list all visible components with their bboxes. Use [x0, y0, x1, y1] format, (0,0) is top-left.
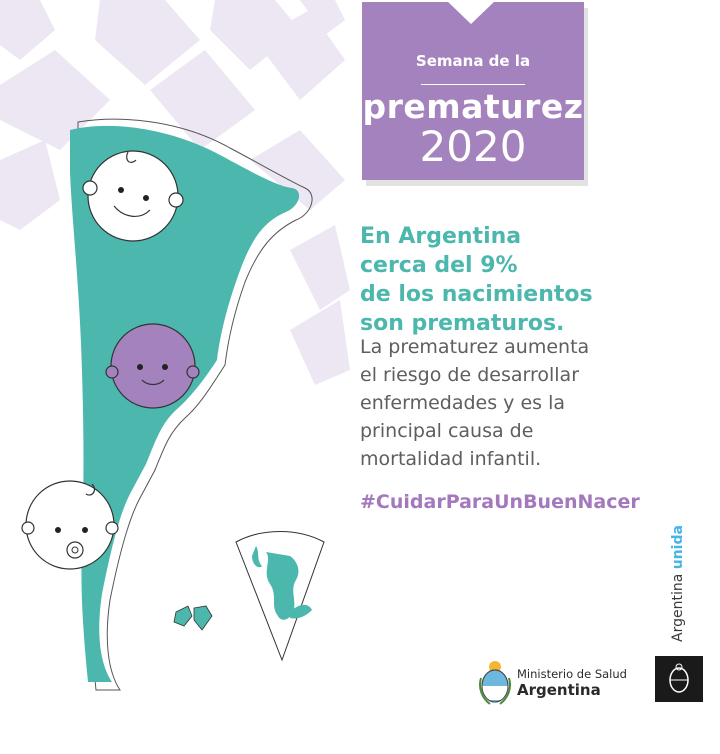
side-brand-part2: unida	[670, 525, 686, 570]
ministry-logo-text	[517, 667, 627, 699]
title-divider	[421, 84, 525, 85]
headline-line: En Argentina	[360, 224, 522, 249]
ministry-line2: Argentina	[517, 681, 601, 699]
seal-box	[655, 656, 703, 702]
headline-line: son prematuros.	[360, 311, 565, 336]
falkland-islands-illustration	[174, 606, 212, 630]
title-small: Semana de la	[415, 52, 531, 70]
hashtag: #CuidarParaUnBuenNacer	[360, 491, 640, 513]
body-line: mortalidad infantil.	[360, 448, 542, 470]
headline-line: cerca del 9%	[360, 253, 518, 278]
body-line: La prematurez aumenta	[360, 336, 590, 358]
coat-of-arms-icon	[478, 658, 512, 706]
antarctic-sector-illustration	[236, 532, 324, 661]
ministry-line1: Ministerio de Salud	[517, 667, 627, 681]
title-box	[362, 2, 584, 180]
title-notch	[446, 0, 496, 26]
body-line: enfermedades y es la	[360, 392, 566, 414]
title-year: 2020	[419, 122, 527, 171]
body-text	[360, 333, 710, 473]
title-main: prematurez	[362, 87, 584, 126]
coat-of-arms-icon	[655, 656, 703, 702]
side-brand-part1: Argentina	[670, 573, 686, 642]
headline-line: de los nacimientos	[360, 282, 593, 307]
body-line: el riesgo de desarrollar	[360, 364, 580, 386]
body-line: principal causa de	[360, 420, 534, 442]
headline	[360, 222, 710, 338]
